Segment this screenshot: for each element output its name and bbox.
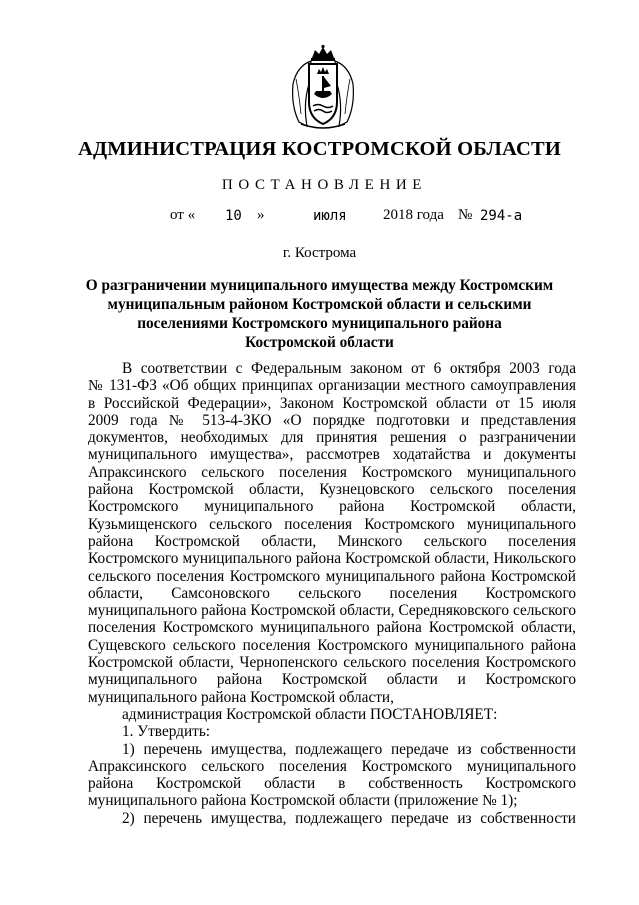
body-line: поселения Костромского муниципального района Костромской области, [88,619,576,637]
body-line: В соответствии с Федеральным законом от 6 октября 2003 года [122,360,576,377]
body-line: 2) перечень имущества, подлежащего передаче из собственности [122,809,576,827]
title-line: О разграничении муниципального имущества между Костромским [85,277,554,294]
organization-heading: АДМИНИСТРАЦИЯ КОСТРОМСКОЙ ОБЛАСТИ [77,138,562,160]
body-line: 1. Утвердить: [122,723,211,741]
body-line: Костромского муниципального района Костромской области, Никольского [88,550,576,568]
body-line: района Костромской области в собственность Костромского [88,775,576,793]
document-body [88,360,576,827]
body-line: области, Самсоновского сельского поселения Костромского [88,584,576,602]
body-line: Сущевского сельского поселения Костромского муниципального района [88,636,576,654]
body-line: муниципального имущества», рассмотрев ходатайства и документы [88,446,576,464]
date-month: июля [313,208,347,224]
body-line: 2009 года № 513-4-ЗКО «О порядке подготовки и представления [88,411,576,429]
body-line: Апраксинского сельского поселения Костромского муниципального [88,757,576,775]
body-line: района Костромской области, Кузнецовского сельского поселения [88,481,576,499]
title-line: муниципальным районом Костромской области и сельскими [107,296,532,313]
body-line: документов, необходимых для принятия решения о разграничении [88,429,576,447]
date-prefix: от « [170,207,196,223]
body-line: муниципального района Костромской области и Костромского [88,671,576,689]
body-line: Костромской области, Чернопенского сельского поселения Костромского [88,654,576,672]
body-line: № 131-ФЗ «Об общих принципах организации местного самоуправления [88,377,576,395]
body-line: Костромского муниципального района Костромской области, [88,498,576,516]
body-line: 1) перечень имущества, подлежащего передаче из собственности [122,740,576,758]
body-line: района Костромской области, Минского сельского поселения [88,532,576,550]
date-year: 2018 года [383,207,444,223]
body-line: сельского поселения Костромского муниципального района Костромской [88,567,576,585]
title-line: поселениями Костромского муниципального района [137,315,502,332]
title-line: Костромской области [245,334,394,351]
document-type: ПОСТАНОВЛЕНИЕ [221,177,428,193]
date-number-line [0,207,639,229]
body-line: в Российской Федерации», Законом Костромской области от 15 июля [88,394,576,412]
number-sign: № [458,207,473,223]
body-line: администрация Костромской области ПОСТАНОВЛЯЕТ: [122,705,498,723]
document-number: 294-а [480,208,523,224]
body-line: муниципального района Костромской области, [88,688,394,706]
body-line: Кузьмищенского сельского поселения Костромского муниципального [88,515,576,533]
body-line: муниципального района Костромской области, Середняковского сельского [88,602,576,620]
date-day: 10 [225,208,242,224]
body-line: Апраксинского сельского поселения Костромского муниципального [88,463,576,481]
document-title [80,276,559,352]
coat-of-arms-emblem [287,44,359,130]
body-line: муниципального района Костромской области (приложение № 1); [88,792,518,810]
date-close-quote: » [257,207,265,223]
city: г. Кострома [282,245,357,261]
